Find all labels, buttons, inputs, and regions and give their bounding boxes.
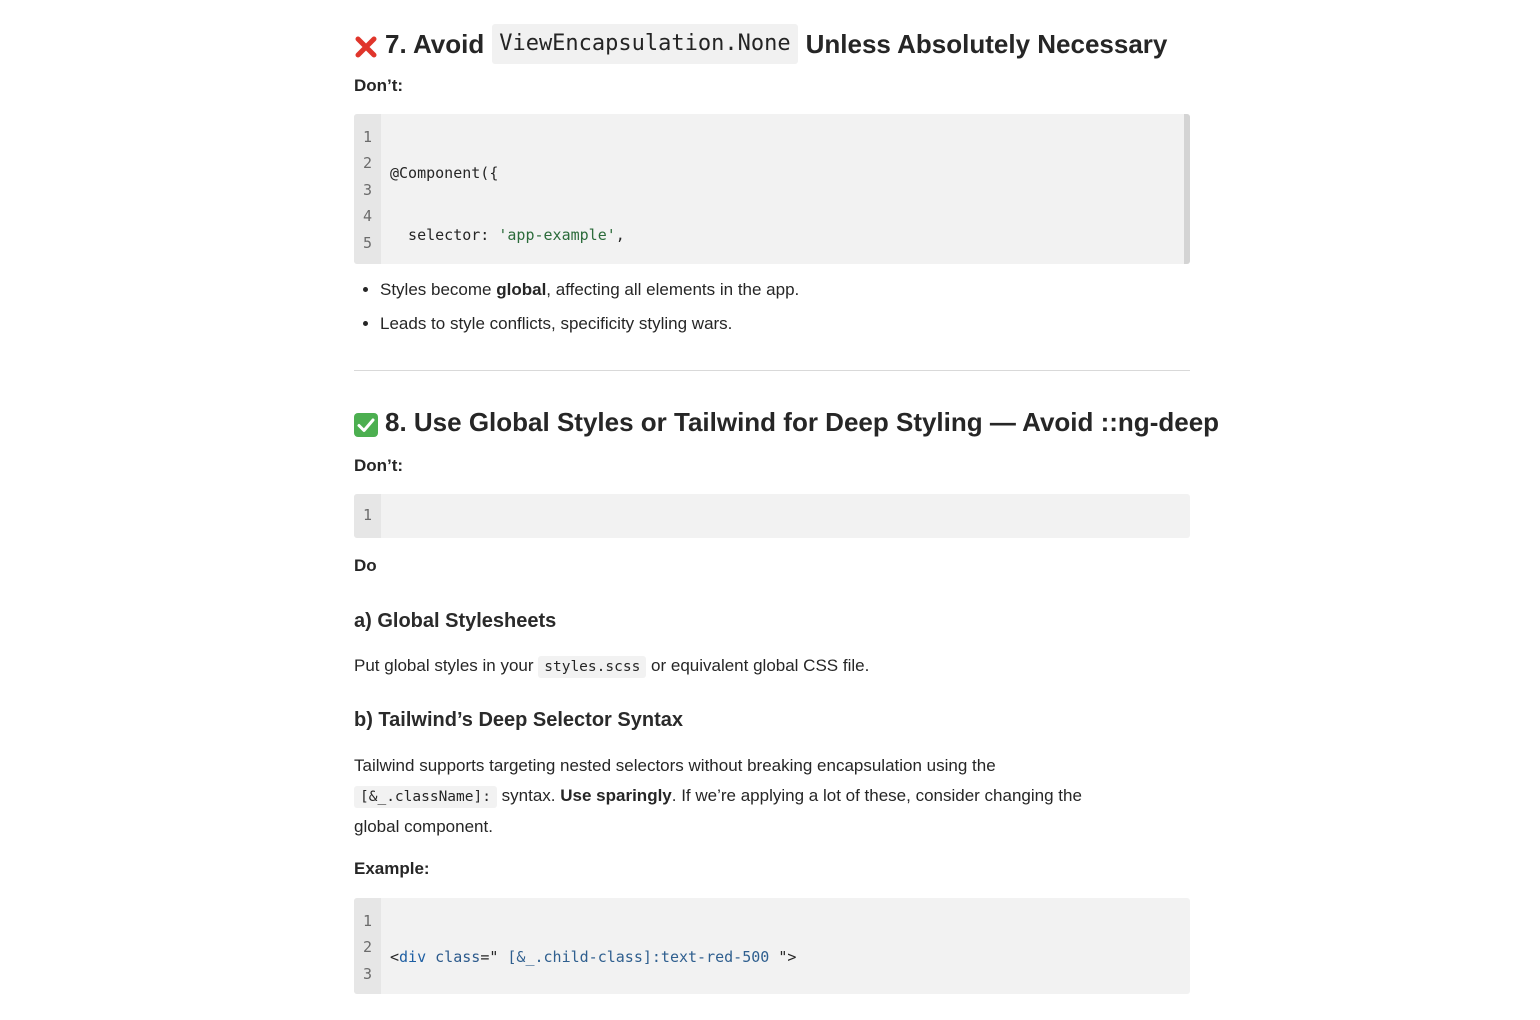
line-number: 1 (362, 506, 373, 524)
code-line: <div class=" [&_.child-class]:text-red-500 "> (390, 948, 797, 966)
line-number: 1 (362, 912, 373, 930)
global-stylesheets-heading: a) Global Stylesheets (354, 610, 557, 632)
section-divider (354, 370, 1190, 371)
line-number: 3 (362, 180, 373, 199)
do-label: Do (354, 556, 377, 575)
tailwind-text-line: global component. (354, 817, 493, 836)
line-number: 2 (362, 154, 373, 173)
inline-code: styles.scss (538, 656, 646, 678)
line-number: 1 (362, 128, 373, 146)
list-item: • Styles become global, affecting all elements in the app. (380, 273, 1210, 307)
section-7-title-code: ViewEncapsulation.None (492, 24, 797, 64)
line-number: 4 (362, 207, 373, 226)
section-7-title-prefix: 7. Avoid (385, 29, 485, 59)
tailwind-text-line: Tailwind supports targeting nested selectors without breaking encapsulation using the (354, 756, 996, 775)
line-number: 2 (362, 938, 373, 957)
tailwind-text-line: [&_.className]: syntax. Use sparingly. If we’re applying a lot of these, consider changing the (354, 781, 1190, 812)
tailwind-heading: b) Tailwind’s Deep Selector Syntax (354, 709, 683, 731)
consequence-list (354, 273, 1210, 341)
code-line: selector: 'app-example', (390, 226, 625, 245)
section-7-title (354, 24, 1167, 64)
dont-label: Don’t: (354, 76, 404, 95)
horizontal-scroll-edge[interactable] (1184, 114, 1190, 264)
code-block-component[interactable] (354, 114, 1190, 264)
line-number: 5 (362, 233, 373, 252)
dont-label: Don’t: (354, 456, 404, 475)
section-8-title (354, 404, 1219, 440)
cross-mark-icon (354, 32, 378, 56)
code-content (381, 494, 1190, 538)
global-stylesheets-text: Put global styles in your styles.scss or equivalent global CSS file. (354, 651, 1190, 682)
code-block-ng-deep[interactable] (354, 494, 1190, 538)
section-8-title-text: 8. Use Global Styles or Tailwind for Deep Styling — Avoid ::ng-deep (385, 407, 1220, 437)
code-content (381, 114, 1190, 264)
line-number: 3 (362, 964, 373, 983)
line-number-gutter (354, 494, 381, 538)
list-item: • Leads to style conflicts, specificity styling wars. (380, 307, 1210, 341)
tailwind-description (354, 751, 1190, 842)
code-block-example[interactable] (354, 898, 1190, 994)
code-line: @Component({ (390, 164, 499, 182)
inline-code: [&_.className]: (354, 786, 497, 808)
code-content (381, 898, 1190, 994)
example-label: Example: (354, 859, 430, 878)
section-7-title-suffix: Unless Absolutely Necessary (805, 29, 1168, 59)
line-number-gutter (354, 898, 381, 994)
line-number-gutter (354, 114, 381, 264)
check-mark-button-icon (354, 410, 378, 434)
